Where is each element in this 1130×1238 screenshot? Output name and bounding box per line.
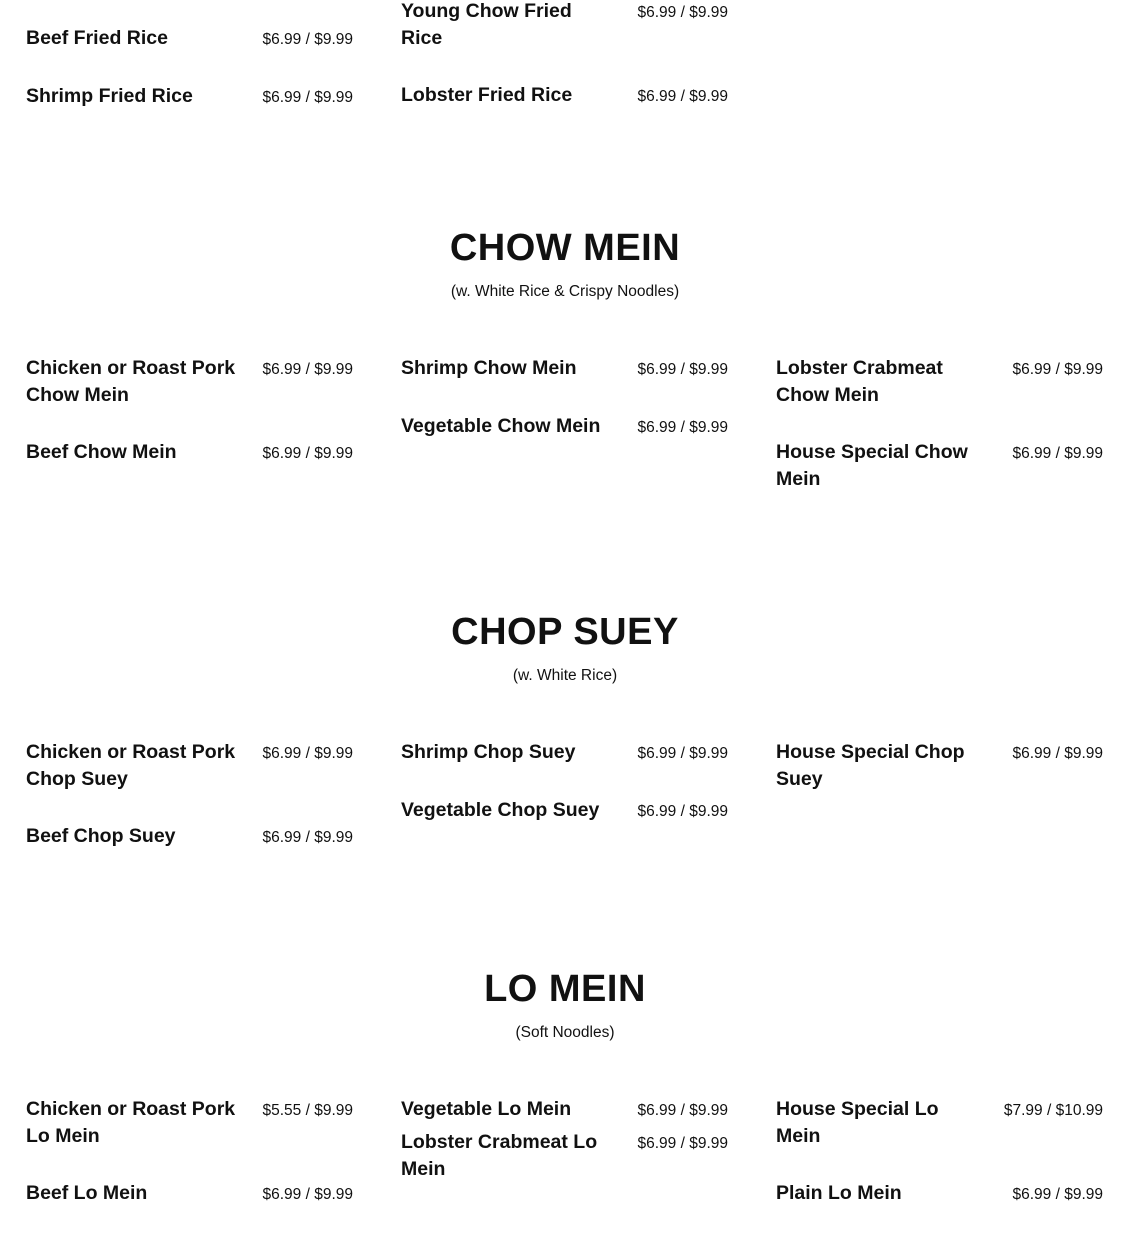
section-title: LO MEIN [484,968,646,1010]
menu-item-name: Shrimp Chow Mein [401,357,577,379]
menu-item[interactable] [776,1096,1103,1150]
menu-item[interactable] [401,0,728,52]
menu-item[interactable] [26,823,353,851]
chop-suey-column-3 [776,739,1103,823]
menu-item-name: Beef Chop Suey [26,825,176,847]
menu-item-price: $5.55 / $9.99 [262,1102,353,1119]
menu-item-price: $6.99 / $9.99 [262,89,353,106]
menu-item[interactable] [26,439,353,467]
lo-mein-column-3 [776,1096,1103,1238]
menu-item[interactable] [776,1180,1103,1208]
menu-item-price: $6.99 / $9.99 [637,361,728,378]
menu-item-price: $6.99 / $9.99 [1012,445,1103,462]
menu-item-price: $6.99 / $9.99 [262,361,353,378]
menu-item[interactable] [401,797,728,825]
menu-item-name: Beef Lo Mein [26,1182,148,1204]
menu-item[interactable] [26,25,353,53]
menu-item-price: $6.99 / $9.99 [1012,745,1103,762]
menu-item-name: Vegetable Chop Suey [401,799,600,821]
menu-item-name: Shrimp Fried Rice [26,85,193,107]
menu-item-name: Plain Lo Mein [776,1182,902,1204]
lo-mein-column-1 [26,1096,353,1238]
menu-item-name: Shrimp Chop Suey [401,741,576,763]
menu-item-price: $6.99 / $9.99 [1012,361,1103,378]
menu-item-price: $6.99 / $9.99 [637,803,728,820]
menu-item-price: $6.99 / $9.99 [637,4,728,21]
menu-item-price: $7.99 / $10.99 [1003,1102,1103,1119]
menu-item-price: $6.99 / $9.99 [262,829,353,846]
chow-mein-section-header [0,226,1130,302]
menu-item-price: $6.99 / $9.99 [637,1102,728,1119]
menu-item-name: Young Chow Fried Rice [401,0,572,49]
menu-item-name: Vegetable Lo Mein [401,1098,572,1120]
menu-item[interactable] [776,439,1103,493]
menu-item[interactable] [26,355,353,409]
menu-item-name: Chicken or Roast Pork Lo Mein [26,1098,236,1147]
menu-item-price: $6.99 / $9.99 [637,419,728,436]
fried-rice-column-1 [26,25,353,141]
menu-item-name: Chicken or Roast Pork Chow Mein [26,357,236,406]
section-title: CHOW MEIN [449,227,681,269]
menu-item-name: House Special Chow Mein [776,441,968,490]
menu-item[interactable] [401,355,728,383]
menu-item-price: $6.99 / $9.99 [262,31,353,48]
lo-mein-section-header [0,967,1130,1043]
section-title: CHOP SUEY [451,611,679,653]
menu-item[interactable] [401,82,728,110]
menu-item-price: $6.99 / $9.99 [637,88,728,105]
chop-suey-column-1 [26,739,353,881]
menu-item-name: Lobster Crabmeat Chow Mein [776,357,943,406]
menu-item-name: Vegetable Chow Mein [401,415,601,437]
menu-item[interactable] [26,1180,353,1208]
menu-item-name: Beef Chow Mein [26,441,177,463]
menu-item[interactable] [401,413,728,441]
menu-item-name: House Special Chop Suey [776,741,965,790]
menu-item-price: $6.99 / $9.99 [637,745,728,762]
chow-mein-column-1 [26,355,353,497]
section-subtitle: (w. White Rice) [512,667,618,684]
menu-item-price: $6.99 / $9.99 [262,1186,353,1203]
section-subtitle: (Soft Noodles) [515,1024,615,1041]
chop-suey-section-header [0,610,1130,686]
menu-item[interactable] [776,739,1103,793]
lo-mein-column-2 [401,1096,728,1213]
menu-item-name: Chicken or Roast Pork Chop Suey [26,741,236,790]
menu-item[interactable] [401,739,728,767]
menu-item[interactable] [401,1129,728,1183]
section-subtitle: (w. White Rice & Crispy Noodles) [450,283,680,300]
chow-mein-column-3 [776,355,1103,523]
menu-item[interactable] [401,1096,728,1124]
menu-item-name: Lobster Fried Rice [401,84,573,106]
chop-suey-column-2 [401,739,728,855]
menu-item-name: Beef Fried Rice [26,27,168,49]
menu-item-price: $6.99 / $9.99 [1012,1186,1103,1203]
chow-mein-column-2 [401,355,728,471]
menu-item[interactable] [776,355,1103,409]
menu-item[interactable] [26,739,353,793]
menu-item-name: Lobster Crabmeat Lo Mein [401,1131,598,1180]
menu-item-price: $6.99 / $9.99 [637,1135,728,1152]
menu-item-price: $6.99 / $9.99 [262,445,353,462]
menu-item-price: $6.99 / $9.99 [262,745,353,762]
menu-item-name: House Special Lo Mein [776,1098,939,1147]
menu-item[interactable] [26,83,353,111]
fried-rice-column-2 [401,0,728,140]
menu-item[interactable] [26,1096,353,1150]
